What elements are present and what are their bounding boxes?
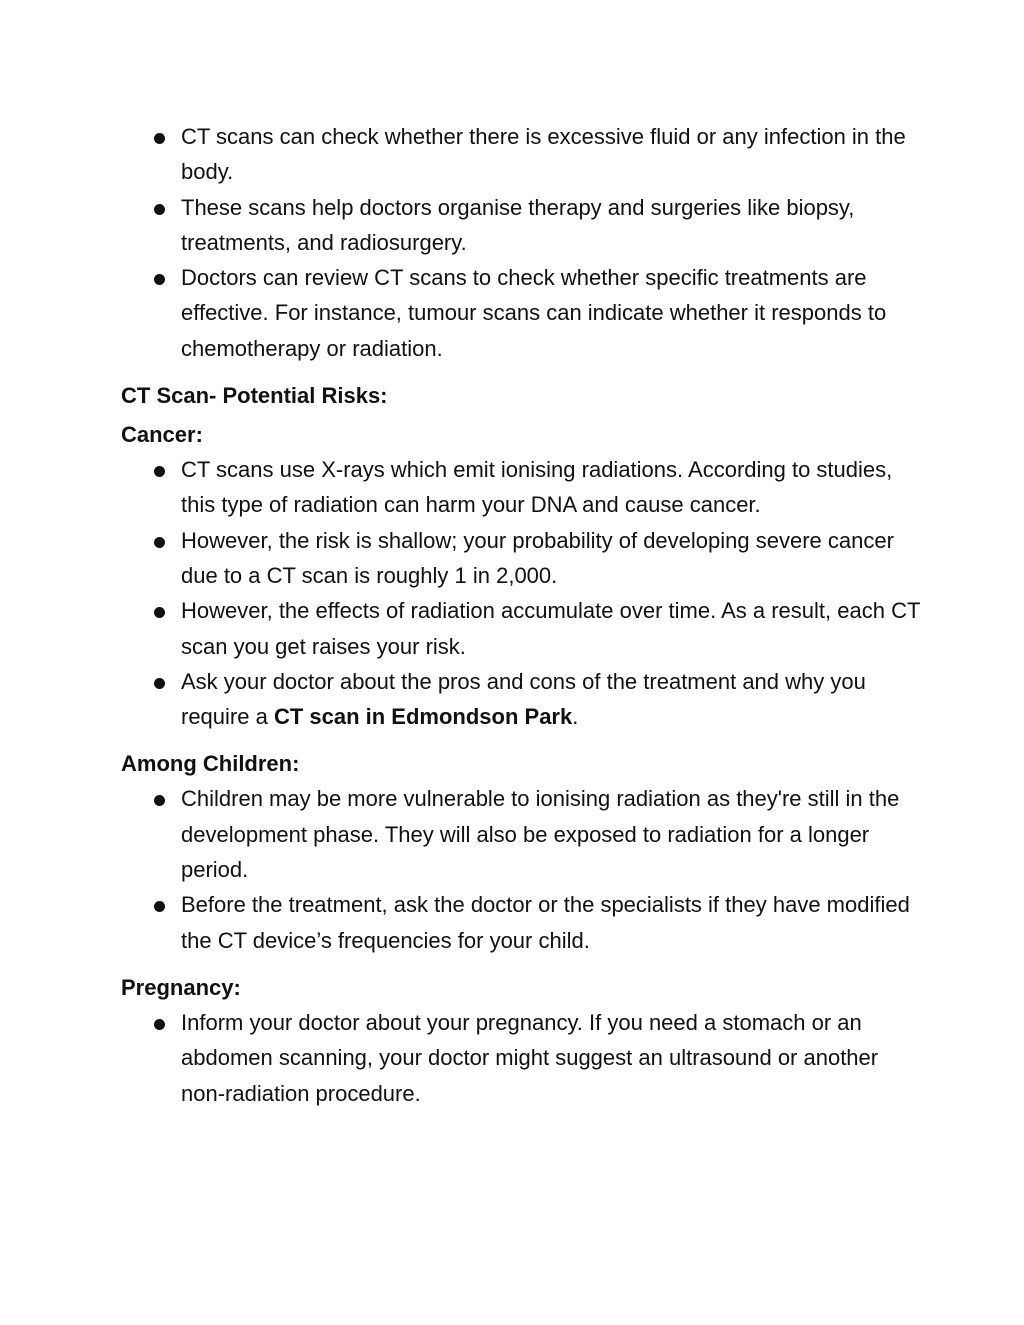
risks-heading: CT Scan- Potential Risks: [121, 383, 388, 409]
bullet-icon [154, 466, 165, 477]
bullet-text: CT scans can check whether there is excessive fluid or any infection in the body. [181, 124, 906, 185]
intro-bullet-list [121, 119, 921, 366]
bullet-icon [154, 537, 165, 548]
bullet-text: However, the risk is shallow; your probability of developing severe cancer due to a CT scan is roughly 1 in 2,000. [181, 527, 894, 588]
bullet-icon [154, 607, 165, 618]
pregnancy-heading: Pregnancy: [121, 974, 241, 1000]
bullet-icon [154, 678, 165, 689]
bullet-icon [154, 133, 165, 144]
list-item [121, 523, 921, 594]
bullet-icon [154, 901, 165, 912]
bullet-text: These scans help doctors organise therapy and surgeries like biopsy, treatments, and radiosurgery. [181, 194, 855, 255]
bullet-text-suffix: . [572, 704, 579, 730]
children-bullet-list [121, 781, 921, 957]
cancer-bullet-list [121, 452, 921, 734]
pregnancy-bullet-list [121, 1005, 921, 1111]
bullet-text: Inform your doctor about your pregnancy. If you need a stomach or an abdomen scanning, your doctor might suggest an ultrasound or another non-radiation procedure. [181, 1009, 879, 1106]
list-item [121, 664, 921, 735]
list-item [121, 781, 921, 887]
document-page [121, 119, 921, 1111]
bullet-text: However, the effects of radiation accumulate over time. As a result, each CT scan you get raises your risk. [181, 598, 920, 659]
list-item [121, 1005, 921, 1111]
bullet-text: Before the treatment, ask the doctor or the specialists if they have modified the CT device’s frequencies for your child. [181, 892, 910, 953]
bullet-icon [154, 204, 165, 215]
list-item [121, 452, 921, 523]
list-item [121, 119, 921, 190]
list-item [121, 190, 921, 261]
list-item [121, 260, 921, 366]
edmondson-park-link-text: CT scan in Edmondson Park [273, 704, 573, 730]
bullet-icon [154, 274, 165, 285]
bullet-icon [154, 1019, 165, 1030]
list-item [121, 887, 921, 958]
bullet-text: CT scans use X-rays which emit ionising radiations. According to studies, this type of radiation can harm your DNA and cause cancer. [181, 457, 893, 518]
list-item [121, 593, 921, 664]
bullet-icon [154, 795, 165, 806]
children-heading: Among Children: [121, 751, 300, 777]
cancer-heading: Cancer: [121, 422, 203, 448]
bullet-text: Children may be more vulnerable to ionising radiation as they're still in the development phase. They will also be exposed to radiation for a longer period. [181, 786, 900, 883]
bullet-text: Ask your doctor about the pros and cons of the treatment and why you require a [181, 668, 866, 730]
bullet-text: Doctors can review CT scans to check whether specific treatments are effective. For instance, tumour scans can indicate whether it responds to chemotherapy or radiation. [181, 265, 887, 361]
